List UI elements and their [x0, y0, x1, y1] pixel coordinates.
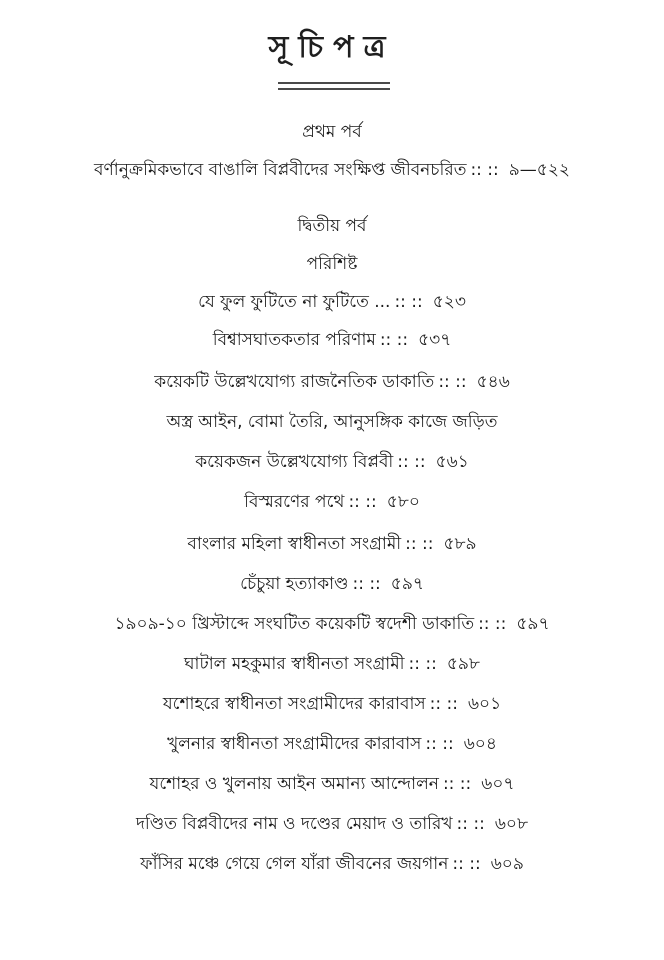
entry-title: কয়েকটি উল্লেখযোগ্য রাজনৈতিক ডাকাতি	[154, 372, 435, 392]
toc-entry	[0, 450, 664, 474]
entry-title: খুলনার স্বাধীনতা সংগ্রামীদের কারাবাস	[167, 734, 422, 754]
entry-page: ৫৩৭	[418, 330, 452, 350]
entry-title: যে ফুল ফুটিতে না ফুটিতে ...	[198, 292, 391, 312]
entry-title: যশোহর ও খুলনায় আইন অমান্য আন্দোলন	[149, 774, 439, 794]
part-one-heading: প্রথম পর্ব	[302, 122, 362, 142]
entry-title: দণ্ডিত বিপ্লবীদের নাম ও দণ্ডের মেয়াদ ও তারিখ	[136, 814, 453, 834]
entry-page: ৫৯৭	[390, 574, 424, 594]
entry-separator: :: ::	[456, 814, 485, 834]
title-underline-bottom	[278, 88, 390, 90]
entry-separator: :: ::	[352, 574, 381, 594]
toc-entry	[0, 812, 664, 836]
entry-separator: :: ::	[394, 292, 423, 312]
entry-page: ৫৮০	[386, 492, 420, 512]
entry-separator: :: ::	[408, 654, 437, 674]
entry-title: বিশ্বাসঘাতকতার পরিণাম	[212, 330, 376, 350]
entry-title: ঘাটাল মহকুমার স্বাধীনতা সংগ্রামী	[184, 654, 405, 674]
entry-page: ৫৪৬	[476, 372, 510, 392]
toc-entry	[0, 852, 664, 876]
title-block	[0, 28, 664, 68]
toc-entry	[0, 772, 664, 796]
entry-title: যশোহরে স্বাধীনতা সংগ্রামীদের কারাবাস	[162, 694, 426, 714]
entry-page: ৫৮৯	[443, 534, 477, 554]
toc-entry	[0, 732, 664, 756]
toc-entry	[0, 290, 664, 314]
entry-title: অস্ত্র আইন, বোমা তৈরি, আনুসঙ্গিক কাজে জড়িত	[166, 412, 498, 432]
entry-separator: :: ::	[397, 452, 426, 472]
toc-entry	[0, 572, 664, 596]
entry-page: ৫২৩	[432, 292, 466, 312]
entry-separator: :: ::	[429, 694, 458, 714]
entry-separator: :: ::	[405, 534, 434, 554]
entry-page: ৬০৪	[463, 734, 497, 754]
toc-entry	[0, 532, 664, 556]
toc-entry	[0, 410, 664, 434]
entry-page: ৯—৫২২	[508, 160, 570, 180]
entry-separator: :: ::	[379, 330, 409, 350]
entry-page: ৬০৮	[494, 814, 528, 834]
entry-title: কয়েকজন উল্লেখযোগ্য বিপ্লবী	[195, 452, 394, 472]
entry-title: বর্ণানুক্রমিকভাবে বাঙালি বিপ্লবীদের সংক্ষিপ্ত জীবনচরিত	[94, 160, 467, 180]
entry-page: ৫৯৮	[446, 654, 480, 674]
entry-title: চেঁচুয়া হত্যাকাণ্ড	[240, 574, 349, 594]
entry-page: ৫৯৭	[516, 614, 550, 634]
entry-separator: :: ::	[348, 492, 377, 512]
toc-entry	[0, 490, 664, 514]
entry-title: বাংলার মহিলা স্বাধীনতা সংগ্রামী	[187, 534, 402, 554]
entry-page: ৬০৭	[481, 774, 515, 794]
toc-entry	[0, 158, 664, 182]
part-two-subheading: পরিশিষ্ট	[306, 254, 358, 274]
entry-title: ফাঁসির মঞ্চে গেয়ে গেল যাঁরা জীবনের জয়গান	[140, 854, 449, 874]
entry-separator: :: ::	[438, 372, 467, 392]
toc-entry	[0, 328, 664, 352]
page-title: সূচিপত্র	[268, 30, 396, 65]
entry-title: ১৯০৯-১০ খ্রিস্টাব্দে সংঘটিত কয়েকটি স্বদেশী ডাকাতি	[114, 614, 475, 634]
entry-separator: :: ::	[452, 854, 481, 874]
entry-page: ৫৬১	[435, 452, 469, 472]
entry-page: ৬০৯	[490, 854, 524, 874]
toc-entry	[0, 370, 664, 394]
toc-entry	[0, 692, 664, 716]
toc-entry	[0, 652, 664, 676]
part-two-heading: দ্বিতীয় পর্ব	[297, 216, 367, 236]
entry-separator: :: ::	[478, 614, 507, 634]
entry-separator: :: ::	[442, 774, 472, 794]
entry-page: ৬০১	[467, 694, 502, 714]
entry-title: বিস্মরণের পথে	[244, 492, 345, 512]
toc-entry	[0, 612, 664, 636]
entry-separator: :: ::	[425, 734, 454, 754]
entry-separator: :: ::	[470, 160, 499, 180]
title-underline-top	[278, 82, 390, 84]
